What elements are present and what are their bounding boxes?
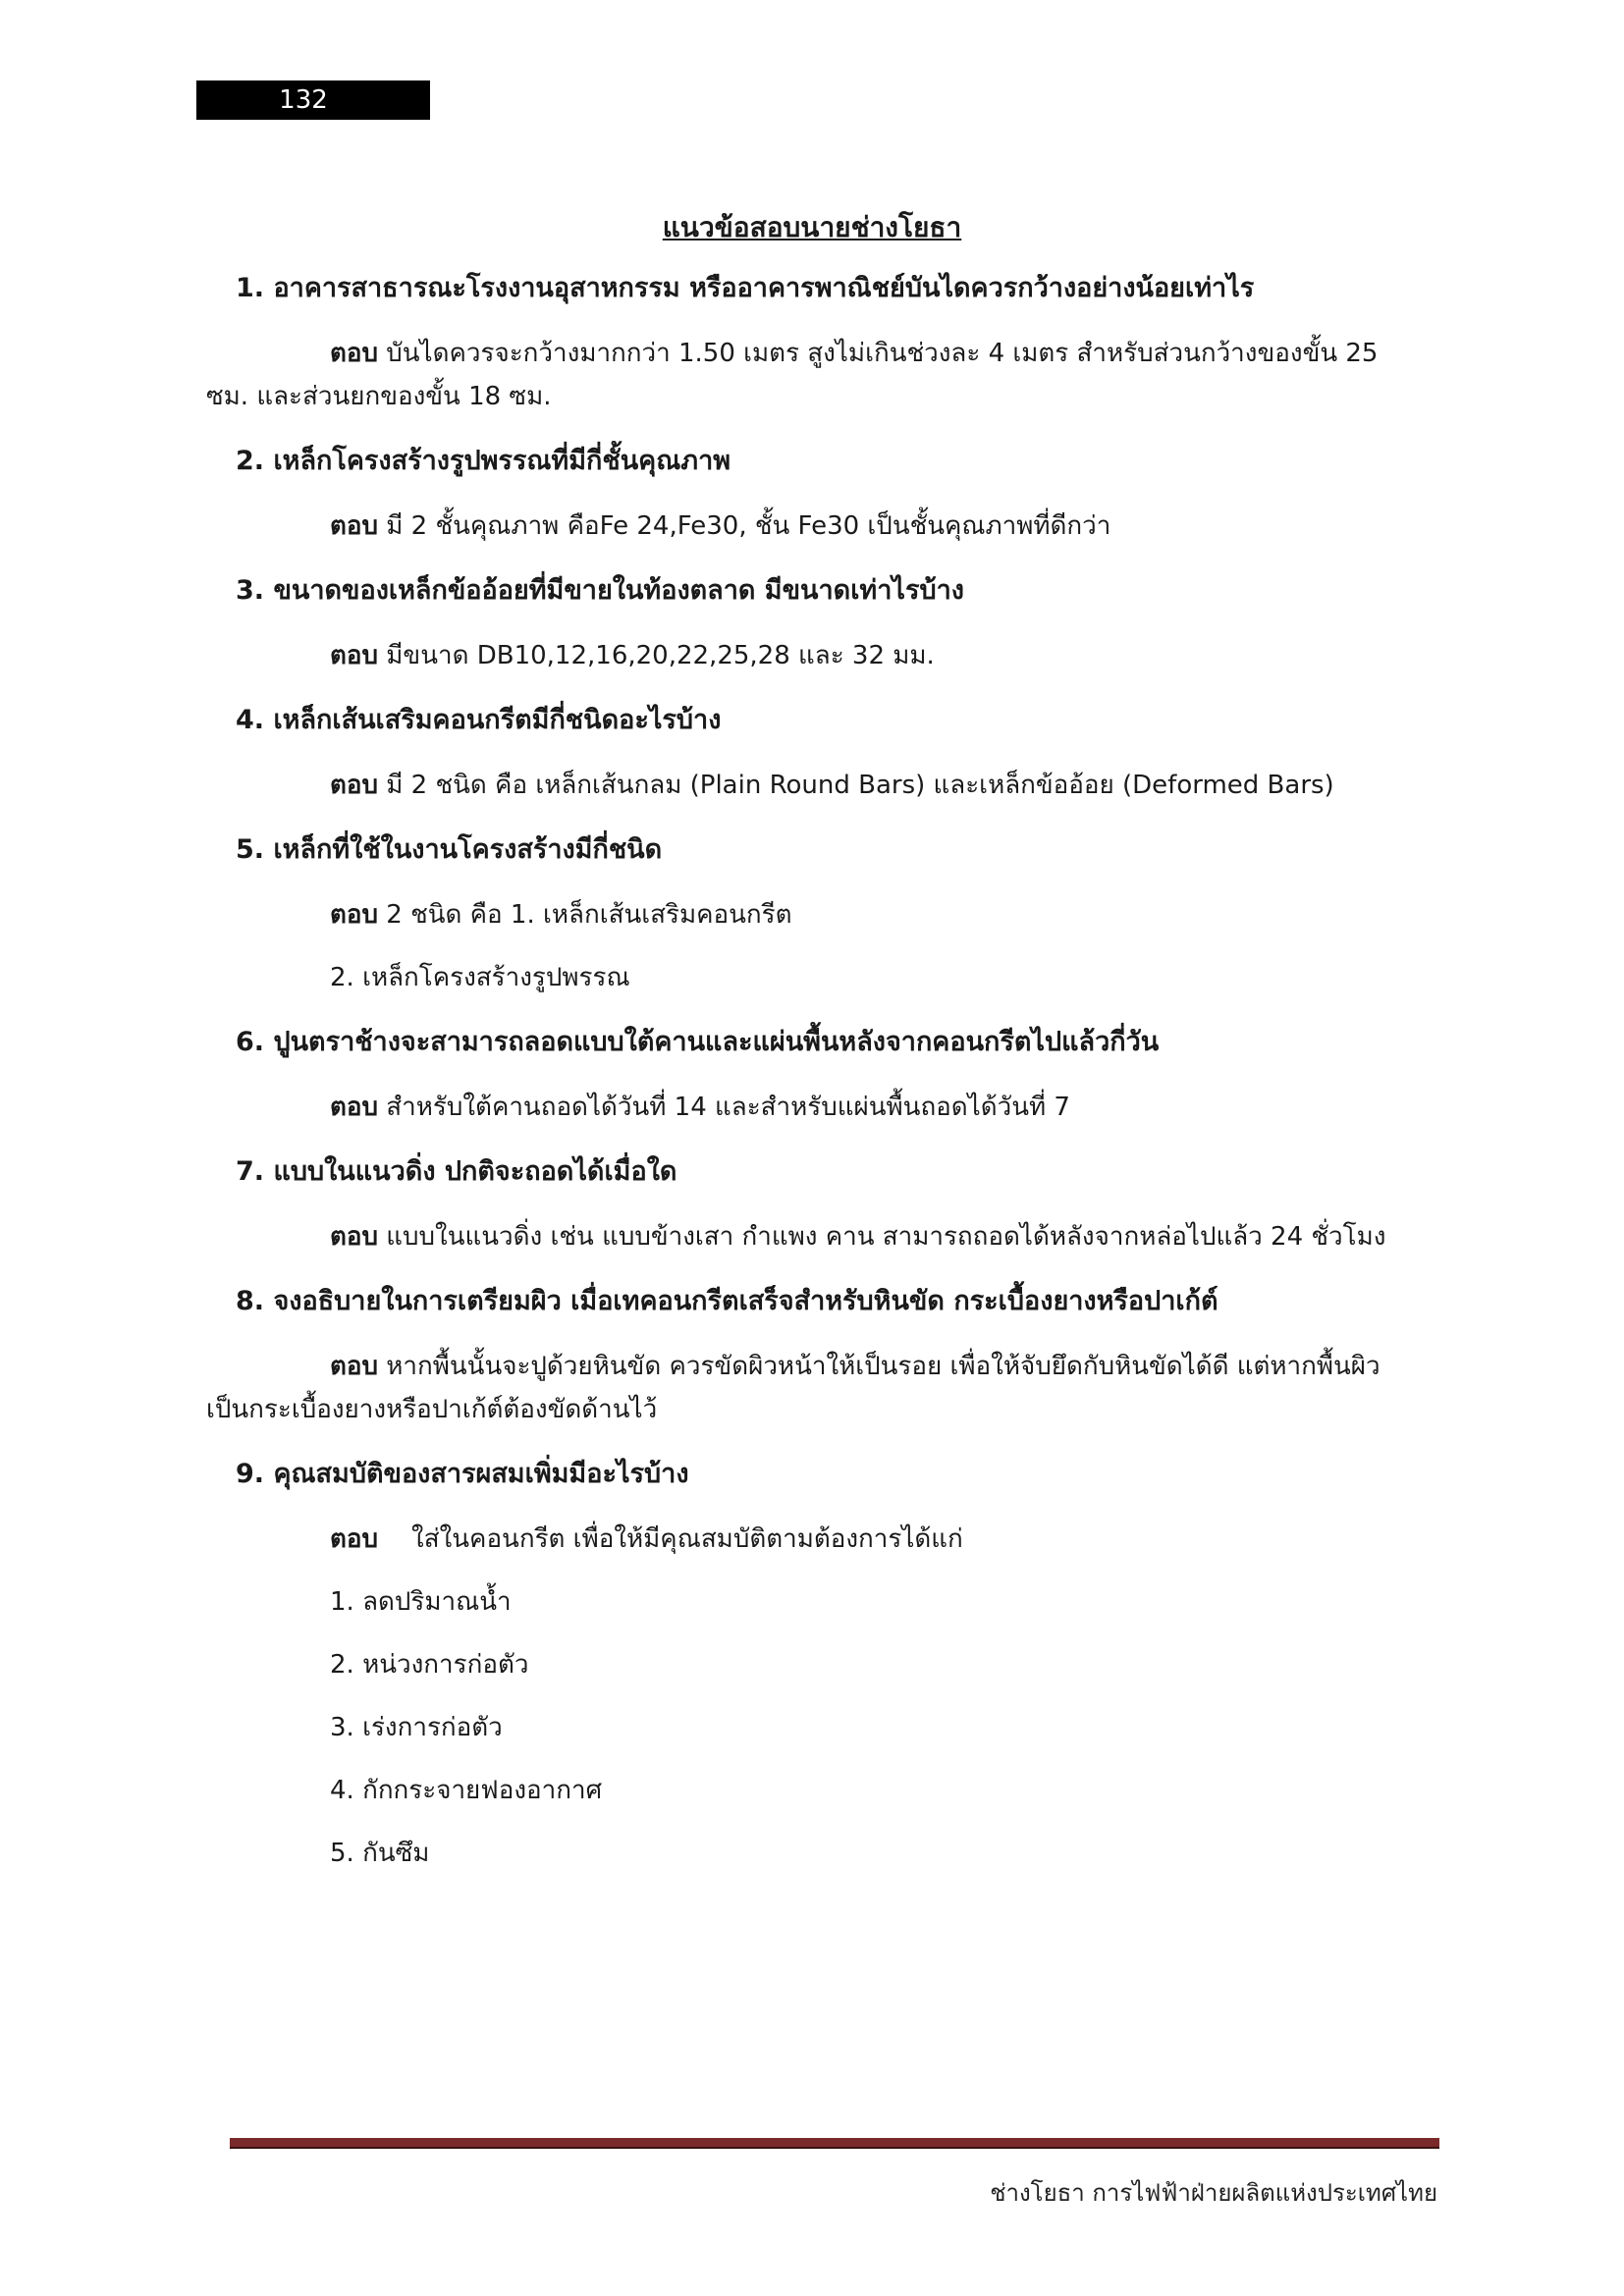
answer-text: 2 ชนิด คือ 1. เหล็กเส้นเสริมคอนกรีต <box>386 900 792 930</box>
answer-text: สำหรับใต้คานถอดได้วันที่ 14 และสำหรับแผ่นพื้นถอดได้วันที่ 7 <box>386 1093 1070 1122</box>
answer-label: ตอบ <box>330 1524 379 1554</box>
list-item: 5. กันซึม <box>330 1839 430 1868</box>
answer-label: ตอบ <box>330 641 379 670</box>
question-text: 3. ขนาดของเหล็กข้ออ้อยที่มีขายในท้องตลาด มีขนาดเท่าไรบ้าง <box>236 575 964 606</box>
page-number: 132 <box>196 80 430 120</box>
question-1 <box>206 265 1424 418</box>
footer-text: ช่างโยธา การไฟฟ้าฝ่ายผลิตแห่งประเทศไทย <box>990 2179 1437 2207</box>
question-5 <box>206 827 1424 999</box>
answer-label: ตอบ <box>330 900 379 930</box>
answer-label: ตอบ <box>330 771 379 800</box>
list-item: 1. ลดปริมาณน้ำ <box>330 1587 512 1617</box>
answer-label: ตอบ <box>330 1093 379 1122</box>
answer-text: หากพื้นนั้นจะปูด้วยหินขัด ควรขัดผิวหน้าให้เป็นรอย เพื่อให้จับยึดกับหินขัดได้ดี แต่หากพื้นผิวเป็นกระเบื้องยางหรือปาเก้ต์ต้องขัดด้านไว้ <box>206 1352 1380 1424</box>
question-text: 4. เหล็กเส้นเสริมคอนกรีตมีกี่ชนิดอะไรบ้าง <box>236 705 722 735</box>
answer <box>206 1215 1424 1258</box>
question-7 <box>206 1148 1424 1258</box>
answer-text: มี 2 ชนิด คือ เหล็กเส้นกลม (Plain Round Bars) และเหล็กข้ออ้อย (Deformed Bars) <box>386 771 1334 800</box>
list-item: 3. เร่งการก่อตัว <box>330 1713 503 1742</box>
answer-text: มีขนาด DB10,12,16,20,22,25,28 และ 32 มม. <box>386 641 935 670</box>
question-text: 5. เหล็กที่ใช้ในงานโครงสร้างมีกี่ชนิด <box>236 834 663 865</box>
question-9 <box>206 1451 1424 1875</box>
question-4 <box>206 697 1424 807</box>
question-text: 6. ปูนตราช้างจะสามารถลอดแบบใต้คานและแผ่นพื้นหลังจากคอนกรีตไปแล้วกี่วัน <box>236 1027 1160 1057</box>
question-2 <box>206 438 1424 548</box>
question-text: 2. เหล็กโครงสร้างรูปพรรณที่มีกี่ชั้นคุณภาพ <box>236 446 731 476</box>
answer-label: ตอบ <box>330 339 379 368</box>
answer <box>206 1086 1424 1129</box>
answer <box>206 634 1424 677</box>
footer-divider <box>230 2138 1439 2149</box>
question-3 <box>206 567 1424 677</box>
answer-continuation: 2. เหล็กโครงสร้างรูปพรรณ <box>330 963 630 992</box>
question-text: 9. คุณสมบัติของสารผสมเพิ่มมีอะไรบ้าง <box>236 1459 689 1489</box>
answer-text: มี 2 ชั้นคุณภาพ คือFe 24,Fe30, ชั้น Fe30 เป็นชั้นคุณภาพที่ดีกว่า <box>386 511 1111 541</box>
qa-list <box>206 265 1424 1875</box>
question-text: 8. จงอธิบายในการเตรียมผิว เมื่อเทคอนกรีตเสร็จสำหรับหินขัด กระเบื้องยางหรือปาเก้ต์ <box>236 1286 1218 1316</box>
list-item: 2. หน่วงการก่อตัว <box>330 1650 529 1680</box>
answer-label: ตอบ <box>330 1222 379 1252</box>
answer-text: ใส่ในคอนกรีต เพื่อให้มีคุณสมบัติตามต้องการได้แก่ <box>411 1524 963 1554</box>
list-item: 4. กักกระจายฟองอากาศ <box>330 1776 603 1805</box>
answer <box>206 893 1424 936</box>
answer-label: ตอบ <box>330 511 379 541</box>
answer <box>206 1518 1424 1561</box>
answer-label: ตอบ <box>330 1352 379 1381</box>
question-text: 1. อาคารสาธารณะโรงงานอุสาหกรรม หรืออาคารพาณิชย์บันไดควรกว้างอย่างน้อยเท่าไร <box>236 273 1255 303</box>
answer-text: แบบในแนวดิ่ง เช่น แบบข้างเสา กำแพง คาน สามารถถอดได้หลังจากหล่อไปแล้ว 24 ชั่วโมง <box>386 1222 1386 1252</box>
question-text: 7. แบบในแนวดิ่ง ปกติจะถอดได้เมื่อใด <box>236 1156 677 1187</box>
question-8 <box>206 1278 1424 1431</box>
document-title: แนวข้อสอบนายช่างโยธา <box>662 211 962 243</box>
answer <box>206 764 1424 807</box>
answer <box>206 332 1424 418</box>
question-6 <box>206 1019 1424 1129</box>
answer-text: บันไดควรจะกว้างมากกว่า 1.50 เมตร สูงไม่เกินช่วงละ 4 เมตร สำหรับส่วนกว้างของขั้น 25 ซม. และส่วนยกของขั้น 18 ซม. <box>206 339 1379 411</box>
answer <box>206 1345 1424 1431</box>
answer <box>206 505 1424 548</box>
